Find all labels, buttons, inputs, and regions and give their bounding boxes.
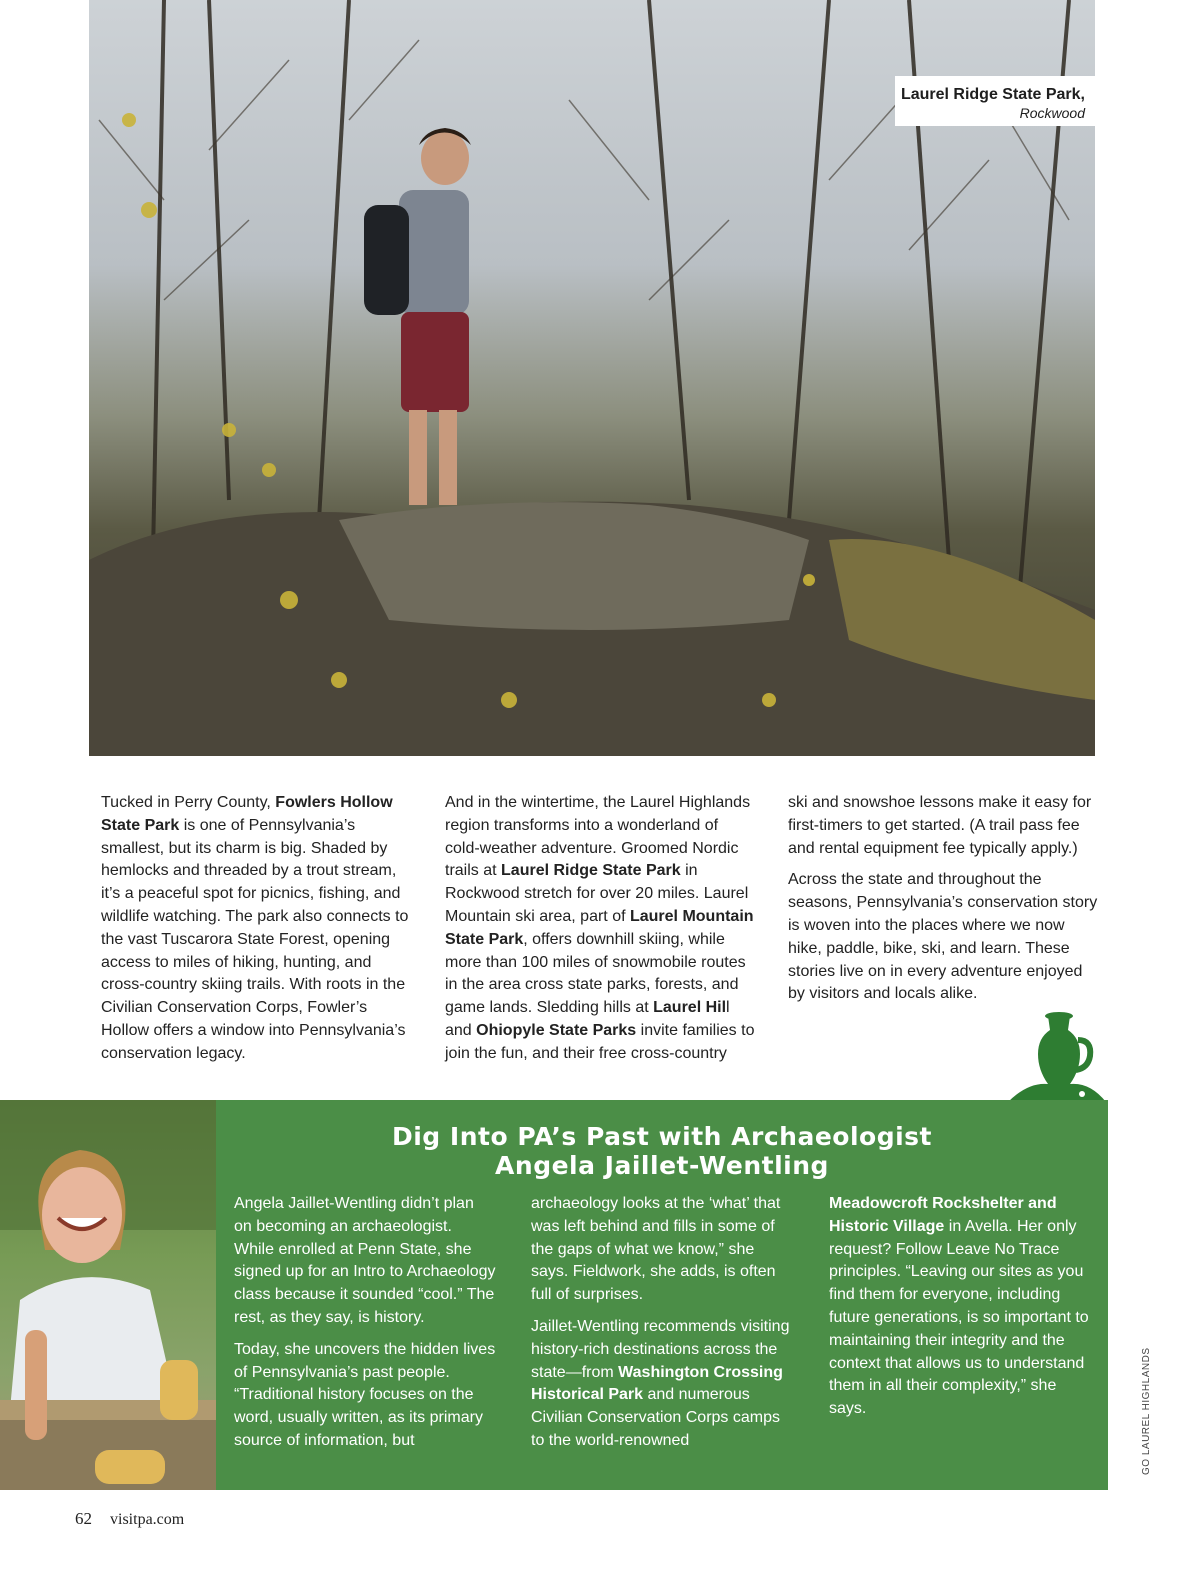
sidebar-column-3 [829, 1193, 1091, 1430]
park-name: Ohiopyle State Parks [476, 1021, 637, 1039]
park-name: Meadowcroft Rockshelter and Historic Village [829, 1195, 1057, 1235]
website-url: visitpa.com [110, 1511, 185, 1528]
paragraph: Meadowcroft Rockshelter and Historic Village in Avella. Her only request? Follow Leave No Trace principles. “Leaving our sites as you find them for everyone, including future generations, is so important to maintaining their integrity and the context that allows us to understand them in all their complexity,” she says. [829, 1195, 1089, 1418]
jug-icon [1008, 1010, 1108, 1102]
sidebar-column-2 [531, 1193, 793, 1462]
park-name: Laurel Mountain State Park [445, 907, 754, 948]
paragraph: Angela Jaillet-Wentling didn’t plan on becoming an archaeologist. While enrolled at Penn State, she signed up for an Intro to Archaeology class because it sounded “cool.” The rest, as they say, is history. [234, 1195, 496, 1326]
hiker-figure [364, 128, 471, 505]
park-name: Washington Crossing Historical Park [531, 1363, 783, 1404]
photo-caption [895, 76, 1095, 126]
archaeologist-photo [0, 1100, 216, 1490]
article-column-1 [101, 792, 413, 1075]
article-column-3 [788, 792, 1100, 1015]
park-name: Fowlers Hollow State Park [101, 794, 393, 834]
section-label: GO LAUREL HIGHLANDS [1141, 1347, 1152, 1475]
park-name: Laurel Hil [653, 999, 727, 1017]
sidebar-column-1 [234, 1193, 496, 1462]
paragraph: archaeology looks at the ‘what’ that was left behind and fills in some of the gaps of what we know,” she says. Fieldwork, she adds, is often full of surprises. [531, 1195, 781, 1304]
page-number: 62 [75, 1509, 92, 1528]
paragraph: Today, she uncovers the hidden lives of Pennsylvania’s past people. “Traditional history focuses on the word, usually written, as its primary source of information, but [234, 1340, 496, 1449]
paragraph: Jaillet-Wentling recommends visiting history-rich destinations across the state—from Washington Crossing Historical Park and numerous Civilian Conservation Corps camps to the world-renowned [531, 1317, 790, 1449]
paragraph: Tucked in Perry County, Fowlers Hollow State Park is one of Pennsylvania’s smallest, but its charm is big. Shaded by hemlocks and threaded by a trout stream, it’s a peaceful spot for picnics, fishing, and wildlife watching. The park also connects to the vast Tuscarora State Forest, opening access to miles of hiking, hunting, and cross-country skiing trails. With roots in the Civilian Conservation Corps, Fowler’s Hollow offers a window into Pennsylvania’s conservation legacy. [101, 794, 409, 1062]
caption-title: Laurel Ridge State Park, [900, 86, 1085, 103]
article-column-2 [445, 792, 757, 1075]
park-name: Laurel Ridge State Park [501, 862, 681, 880]
paragraph: ski and snowshoe lessons make it easy for first-timers to get started. (A trail pass fee and rental equipment fee typically apply.) [788, 794, 1092, 857]
paragraph: And in the wintertime, the Laurel Highlands region transforms into a wonderland of cold-weather adventure. Groomed Nordic trails at Laurel Ridge State Park in Rockwood stretch for over 20 miles. Laurel Mountain ski area, part of Laurel Mountain State Park, offers downhill skiing, while more than 100 miles of snowmobile routes in the area cross state parks, forests, and game lands. Sledding hills at Laurel Hill and Ohiopyle State Parks invite families to join the fun, and their free cross-country [445, 794, 755, 1062]
sidebar-title: Dig Into PA’s Past with Archaeologist Angela Jaillet-Wentling [391, 1122, 933, 1180]
paragraph: Across the state and throughout the seasons, Pennsylvania’s conservation story is woven into the places where we now hike, paddle, bike, ski, and learn. These stories live on in every adventure enjoyed by visitors and locals alike. [788, 871, 1098, 1003]
page-footer [75, 1509, 184, 1529]
hero-photo [89, 0, 1095, 756]
caption-location: Rockwood [1019, 105, 1085, 121]
sidebar-panel [216, 1100, 1108, 1490]
archaeologist-illustration [0, 1100, 216, 1490]
